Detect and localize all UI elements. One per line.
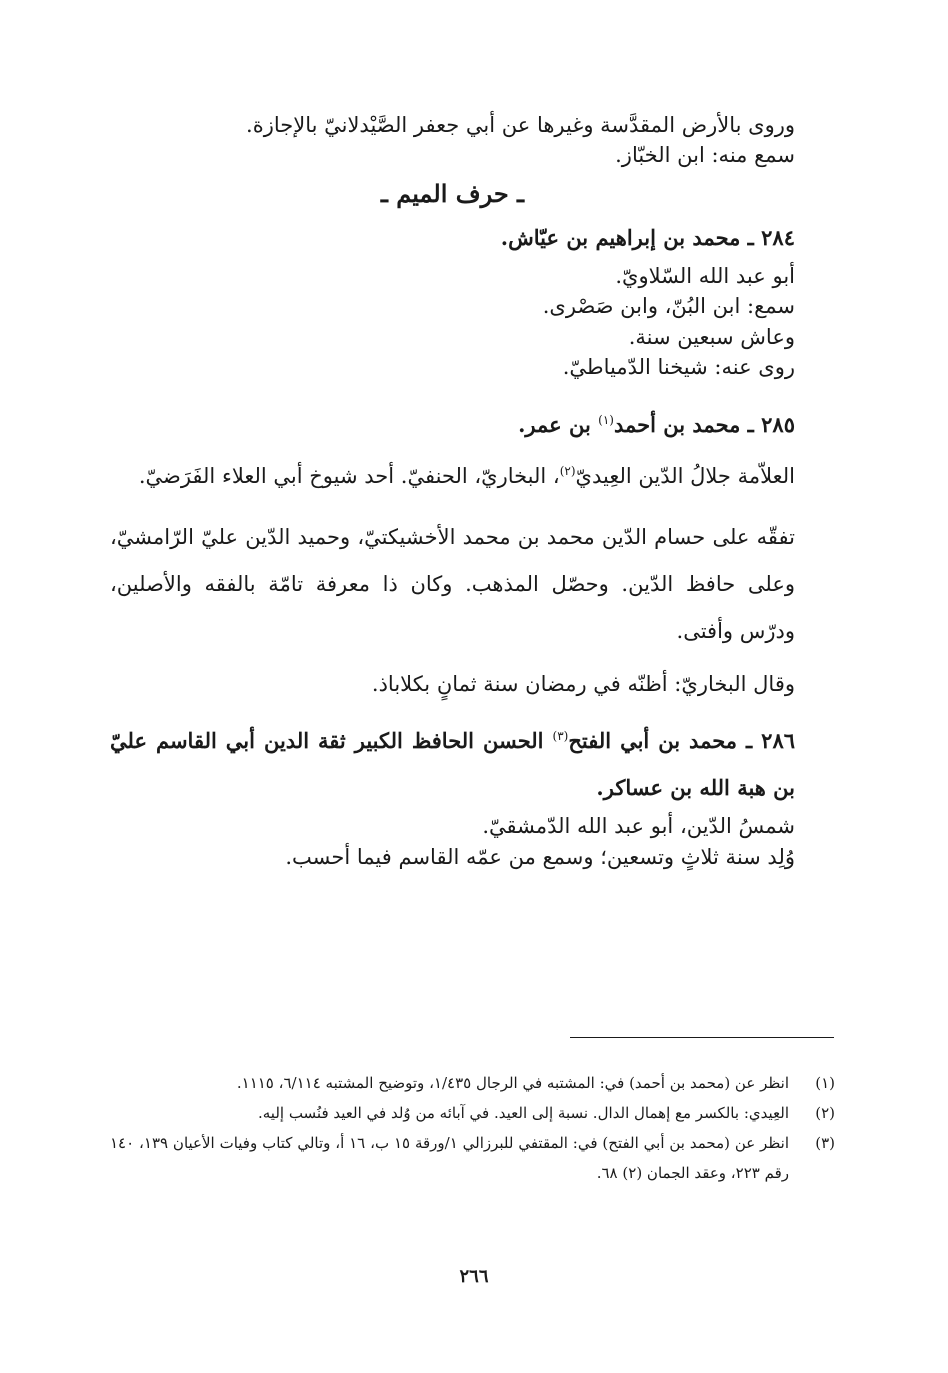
footnote-ref-2: (٢): [559, 463, 576, 478]
paragraph: تفقّه على حسام الدّين محمد بن محمد الأخشيكتيّ، وحميد الدّين عليّ الرّامشيّ، وعلى حافظ الدّين. وحصّل المذهب. وكان ذا معرفة تامّة بالفقه والأصلين، ودرّس وأفتى.: [110, 524, 795, 643]
body-line: سمع: ابن البُنّ، وابن صَصْرى.: [542, 294, 795, 319]
page-body: [110, 110, 835, 872]
body-line: وروى بالأرض المقدَّسة وغيرها عن أبي جعفر الصَّيْدلانيّ بالإجازة.: [246, 113, 795, 137]
entry-286-title-b: الحسن الحافظ الكبير ثقة الدين أبي القاسم عليّ بن هبة الله بن عساكر.: [110, 728, 795, 801]
entry-285-title-b: بن عمر.: [518, 411, 599, 437]
entry-285-title: [110, 397, 835, 448]
footnote-text: انظر عن (محمد بن أحمد) في: المشتبه في الرجال ١/٤٣٥، وتوضيح المشتبه ٦/١١٤، ١١١٥.: [236, 1074, 789, 1092]
footnote-text: انظر عن (محمد بن أبي الفتح) في: المقتفي للبرزالي ١/ورقة ١٥ ب، ١٦ أ، وتالي كتاب وفيات الأعيان ١٣٩، ١٤٠ رقم ٢٢٣، وعقد الجمان (٢) ٦٨.: [110, 1134, 789, 1182]
body-line: أبو عبد الله السّلاويّ.: [615, 263, 795, 288]
paragraph-text: ، البخاريّ، الحنفيّ. أحد شيوخ أبي العلاء الفَرَضيّ.: [138, 463, 560, 488]
footnote-ref-3: (٣): [552, 729, 569, 744]
body-line: وعاش سبعين سنة.: [628, 324, 795, 349]
footnote-item: [110, 1068, 835, 1098]
footnote-number: (١): [815, 1074, 835, 1092]
body-line: شمسُ الدّين، أبو عبد الله الدّمشقيّ.: [482, 814, 795, 839]
footnote-text: العِيدي: بالكسر مع إهمال الدال. نسبة إلى العيد. في آبائه من وُلد في العيد فنُسب إليه.: [257, 1104, 789, 1122]
body-line: وقال البخاريّ: أظنّه في رمضان سنة ثمانٍ بكلاباذ.: [371, 671, 795, 696]
entry-286-title-a: ٢٨٦ ـ محمد بن أبي الفتح: [568, 728, 796, 754]
page-number: ٢٦٦: [459, 1266, 489, 1287]
section-heading: ـ حرف الميم ـ: [380, 178, 525, 208]
entry-284-title: ٢٨٤ ـ محمد بن إبراهيم بن عيّاش.: [500, 224, 795, 250]
body-line: وُلِد سنة ثلاثٍ وتسعين؛ وسمع من عمّه القاسم فيما أحسب.: [285, 844, 795, 869]
entry-286-title: [110, 713, 835, 811]
footnote-number: (٣): [815, 1134, 835, 1152]
paragraph: [110, 448, 835, 500]
body-line: سمع منه: ابن الخبّاز.: [615, 143, 795, 168]
footnote-item: [110, 1098, 835, 1128]
entry-285-title-a: ٢٨٥ ـ محمد بن أحمد: [613, 411, 795, 437]
footnote-item: [110, 1128, 835, 1188]
footnotes: [110, 1068, 835, 1188]
body-line: روى عنه: شيخنا الدّمياطيّ.: [562, 355, 795, 380]
footnote-ref-1: (١): [598, 412, 614, 427]
footnote-divider: [570, 1037, 834, 1038]
footnote-number: (٢): [815, 1104, 835, 1122]
paragraph-text: العلاّمة جلالُ الدّين العِيديّ: [575, 463, 795, 488]
